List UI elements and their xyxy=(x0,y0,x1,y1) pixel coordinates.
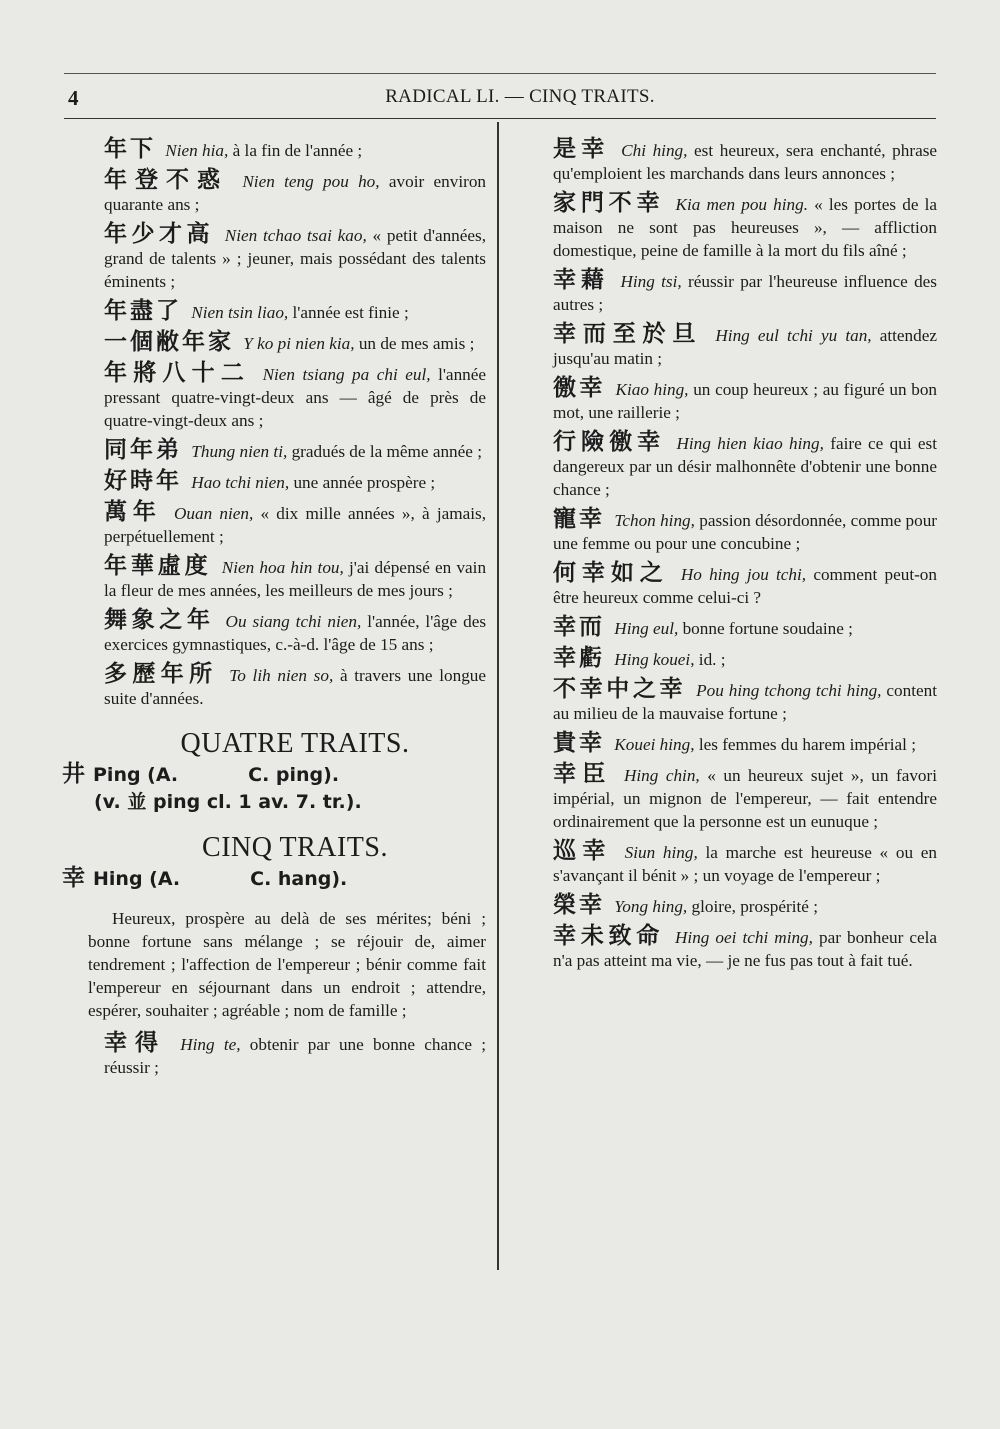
entry xyxy=(553,925,937,972)
quatre-line-1 xyxy=(62,763,486,787)
entry-romanization: Nien tchao tsai kao, xyxy=(224,226,367,245)
entry-characters: 年盡了 xyxy=(104,298,182,324)
entry-definition: une année prospère ; xyxy=(293,473,436,492)
entry xyxy=(553,616,937,640)
top-rule xyxy=(64,73,936,74)
entry-definition: à la fin de l'année ; xyxy=(232,141,363,160)
entry-romanization: Thung nien ti, xyxy=(191,442,288,461)
entry-characters: 年少才高 xyxy=(104,221,214,247)
right-column xyxy=(553,138,937,979)
entry-definition: l'année, l'âge des exercices gymnastiques, c.-à-d. l'âge de 15 ans ; xyxy=(104,612,487,654)
entry xyxy=(104,555,486,602)
entry-definition: à travers une longue suite d'années. xyxy=(104,666,487,708)
entry-romanization: Yong hing, xyxy=(614,897,688,916)
header-rule xyxy=(64,118,936,119)
entry-romanization: Ou siang tchi nien, xyxy=(225,612,362,631)
cinq-cantonese: C. hang). xyxy=(250,868,348,890)
entry-romanization: Ho hing jou tchi, xyxy=(680,565,807,584)
entry-romanization: Hing hien kiao hing, xyxy=(676,434,824,453)
entry-characters: 幸虧 xyxy=(553,645,605,671)
entry-romanization: Nien tsiang pa chi eul, xyxy=(262,365,431,384)
cinq-line xyxy=(62,867,486,891)
entry xyxy=(104,331,486,355)
entry-definition: « petit d'années, grand de talents » ; jeuner, mais possédant des talents éminents ; xyxy=(104,226,487,291)
entry-characters: 年下 xyxy=(104,136,156,162)
entry xyxy=(553,763,937,833)
quatre-character: 井 xyxy=(62,761,85,787)
entry-characters: 何幸如之 xyxy=(553,560,669,586)
entry-definition: gloire, prospérité ; xyxy=(691,897,818,916)
entry-definition: l'année pressant quatre-vingt-deux ans — âgé de près de quatre-vingt-deux ans ; xyxy=(104,365,487,430)
left-entries xyxy=(104,138,486,710)
entry xyxy=(104,223,486,293)
entry-definition: id. ; xyxy=(698,650,726,669)
column-divider xyxy=(497,122,499,1270)
entry xyxy=(553,138,937,185)
entry-romanization: Kouei hing, xyxy=(614,735,695,754)
entry-definition: passion désordonnée, comme pour une femme ou pour une concubine ; xyxy=(553,511,938,553)
entry xyxy=(104,362,486,432)
entry-characters: 幸而至於旦 xyxy=(553,321,703,347)
entry-romanization: Hing oei tchi ming, xyxy=(675,928,813,947)
entry-definition: « dix mille années », à jamais, perpétuellement ; xyxy=(104,504,487,546)
definition-paragraph: Heureux, prospère au delà de ses mérites; béni ; bonne fortune sans mélange ; se réjouir de, aimer tendrement ; l'affection de l'empereur ; bénir comme fait l'empereur en séjournant dans un endroit ; attendre, espérer, souhaiter ; agréable ; nom de famille ; xyxy=(88,909,486,1020)
entry-characters: 是幸 xyxy=(553,136,610,162)
entry-definition: par bonheur cela n'a pas atteint ma vie, — je ne fus pas tout à fait tué. xyxy=(553,928,938,970)
entry-characters: 年登不惑 xyxy=(104,167,229,193)
entry-characters: 榮幸 xyxy=(553,892,605,918)
entry-romanization: Hing chin, xyxy=(623,766,700,785)
entry xyxy=(553,377,937,424)
entry-characters: 幸藉 xyxy=(553,267,610,293)
quatre-line-2: (v. 並 ping cl. 1 av. 7. tr.). xyxy=(94,791,362,813)
entry xyxy=(553,647,937,671)
entry-definition: un coup heureux ; au figuré un bon mot, une raillerie ; xyxy=(553,380,938,422)
entry-characters: 巡幸 xyxy=(553,838,612,864)
entry-characters: 家門不幸 xyxy=(553,190,665,216)
entry xyxy=(104,1032,486,1079)
entry xyxy=(553,269,937,316)
entry-romanization: Nien teng pou ho, xyxy=(242,172,380,191)
entry-characters: 不幸中之幸 xyxy=(553,676,687,702)
entry-romanization: Hing eul, xyxy=(614,619,679,638)
entry-definition: la marche est heureuse « ou en s'avançant il bénit » ; un voyage de l'empereur ; xyxy=(553,843,938,885)
entry-characters: 萬年 xyxy=(104,499,162,525)
entry xyxy=(104,663,486,710)
left-column xyxy=(62,136,487,1086)
entry-romanization: Siun hing, xyxy=(624,843,698,862)
entry-romanization: Tchon hing, xyxy=(614,511,695,530)
entry-romanization: Hing te, xyxy=(180,1035,241,1054)
entry xyxy=(553,840,937,887)
entry xyxy=(104,439,486,463)
cinq-annamite: Hing (A. xyxy=(93,868,181,890)
entry-definition: est heureux, sera enchanté, phrase qu'emploient les marchands dans leurs annonces ; xyxy=(553,141,938,183)
entry-definition: avoir environ quarante ans ; xyxy=(104,172,487,214)
entry-characters: 幸臣 xyxy=(553,761,612,787)
entry-romanization: Chi hing, xyxy=(621,141,688,160)
entry-characters: 徼幸 xyxy=(553,375,606,401)
entry-definition: « les portes de la maison ne sont pas heureuses », — affliction domestique, peine de famille à la mort du fils aîné ; xyxy=(553,195,938,260)
entry xyxy=(104,300,486,324)
entry xyxy=(104,138,486,162)
entry-romanization: Kiao hing, xyxy=(615,380,689,399)
entry-definition: un de mes amis ; xyxy=(358,334,475,353)
entry-characters: 寵幸 xyxy=(553,506,606,532)
entry-definition: faire ce qui est dangereux par un désir malhonnête d'obtenir une bonne chance ; xyxy=(553,434,938,499)
entry-characters: 舞象之年 xyxy=(104,607,215,633)
section-heading-cinq: CINQ TRAITS. xyxy=(202,832,388,863)
entry-characters: 幸得 xyxy=(104,1030,166,1056)
entry-definition: attendez jusqu'au matin ; xyxy=(553,326,938,368)
entry xyxy=(553,732,937,756)
entry-definition: l'année est finie ; xyxy=(292,303,409,322)
entry-romanization: Kia men pou hing. xyxy=(675,195,809,214)
entry-characters: 好時年 xyxy=(104,468,182,494)
page-number: 4 xyxy=(68,86,79,110)
entry xyxy=(553,508,937,555)
entry-romanization: Nien hia, xyxy=(165,141,229,160)
entry-definition: gradués de la même année ; xyxy=(291,442,482,461)
entry xyxy=(104,501,486,548)
entry-definition: réussir par l'heureuse influence des autres ; xyxy=(553,272,937,314)
entry-characters: 年將八十二 xyxy=(104,360,251,386)
entry xyxy=(104,470,486,494)
entry-definition: les femmes du harem impérial ; xyxy=(698,735,916,754)
entry-romanization: Hao tchi nien, xyxy=(191,473,290,492)
right-entries xyxy=(553,138,937,972)
entry-romanization: Nien tsin liao, xyxy=(191,303,289,322)
entry-romanization: Hing tsi, xyxy=(620,272,682,291)
entry-definition: « un heureux sujet », un favori impérial, un mignon de l'empereur, — fait entendre ordinairement que la personne est un eunuque ; xyxy=(553,766,938,831)
running-title: RADICAL LI. — CINQ TRAITS. xyxy=(385,86,655,107)
entry-definition: comment peut-on être heureux comme celui-ci ? xyxy=(553,565,937,607)
entry xyxy=(104,169,486,216)
entry-definition: j'ai dépensé en vain la fleur de mes années, les meilleurs de mes jours ; xyxy=(104,558,487,600)
entry-romanization: Nien hoa hin tou, xyxy=(221,558,344,577)
entry-characters: 一個敝年家 xyxy=(104,329,234,355)
entry-romanization: Hing eul tchi yu tan, xyxy=(715,326,872,345)
entry xyxy=(553,562,937,609)
entry-characters: 幸而 xyxy=(553,614,605,640)
quatre-annamite: Ping (A. xyxy=(93,764,179,786)
entry xyxy=(553,894,937,918)
entry-definition: bonne fortune soudaine ; xyxy=(682,619,853,638)
quatre-cantonese: C. ping). xyxy=(248,764,340,786)
entry xyxy=(104,609,486,656)
entry-characters: 多歷年所 xyxy=(104,661,218,687)
entry-characters: 年華虛度 xyxy=(104,553,212,579)
entry-definition: content au milieu de la mauvaise fortune ; xyxy=(553,681,938,723)
entry-romanization: To lih nien so, xyxy=(229,666,334,685)
section-heading-quatre: QUATRE TRAITS. xyxy=(180,728,410,759)
entry-characters: 貴幸 xyxy=(553,730,605,756)
entry-characters: 行險徼幸 xyxy=(553,429,666,455)
entry-definition: obtenir par une bonne chance ; réussir ; xyxy=(104,1035,487,1077)
entry xyxy=(553,323,937,370)
entry-characters: 幸未致命 xyxy=(553,923,664,949)
entry-romanization: Hing kouei, xyxy=(614,650,695,669)
entry xyxy=(553,678,937,725)
entry-romanization: Y ko pi nien kia, xyxy=(243,334,355,353)
entry-characters: 同年弟 xyxy=(104,437,182,463)
entry-romanization: Ouan nien, xyxy=(174,504,254,523)
entry-romanization: Pou hing tchong tchi hing, xyxy=(696,681,882,700)
entry xyxy=(553,431,937,501)
cinq-character: 幸 xyxy=(62,865,85,891)
entry xyxy=(553,192,937,262)
